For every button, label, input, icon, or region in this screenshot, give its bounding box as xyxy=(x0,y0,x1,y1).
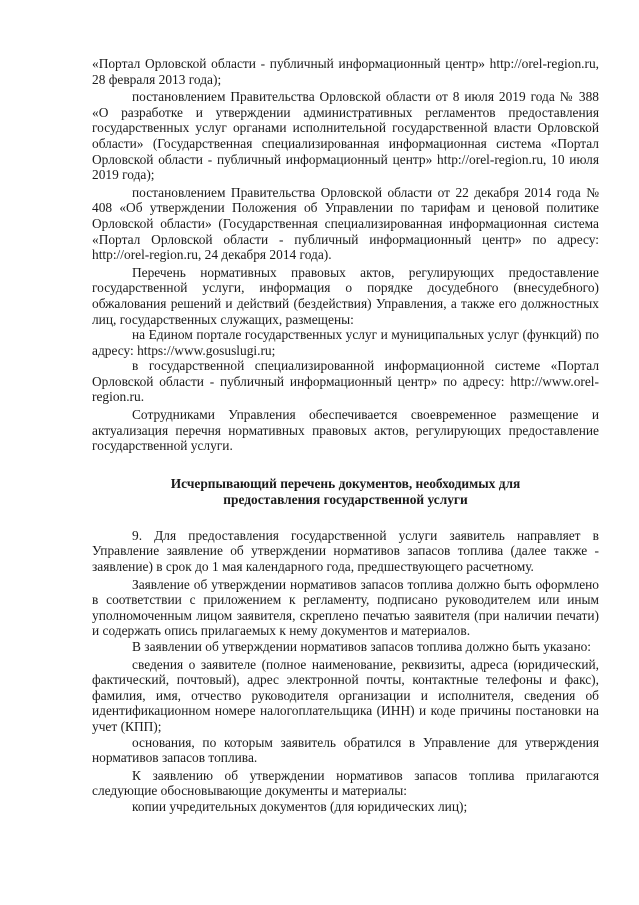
paragraph: сведения о заявителе (полное наименование, реквизиты, адреса (юридический, фактический, почтовый), адрес электронной почты, контактные телефоны и факс), фамилия, имя, отчество руководителя организации и исполнителя, сведения об идентификационном номере налогоплательщика (ИНН) и коде причины постановки на учет (КПП); xyxy=(92,656,599,734)
paragraph: К заявлению об утверждении нормативов запасов топлива прилагаются следующие обосновывающие документы и материалы: xyxy=(92,767,599,799)
paragraph: постановлением Правительства Орловской области от 22 декабря 2014 года № 408 «Об утверждении Положения об Управлении по тарифам и ценовой политике Орловской области» (Государственная специализированная информационная система «Портал Орловской области - публичный информационный центр» по адресу: http://orel-region.ru, 24 декабря 2014 года). xyxy=(92,184,599,263)
section-heading-line: предоставления государственной услуги xyxy=(223,491,468,507)
paragraph: на Едином портале государственных услуг и муниципальных услуг (функций) по адресу: https://www.gosuslugi.ru; xyxy=(92,327,599,358)
paragraph: основания, по которым заявитель обратился в Управление для утверждения нормативов запасов топлива. xyxy=(92,734,599,766)
paragraph: постановлением Правительства Орловской области от 8 июля 2019 года № 388 «О разработке и утверждении административных регламентов предоставления государственных услуг органами исполнительной государственной власти Орловской области» (Государственная специализированная информационная система «Портал Орловской области - публичный информационный центр» http://orel-region.ru, 10 июля 2019 года); xyxy=(92,89,599,183)
paragraph: Сотрудниками Управления обеспечивается своевременное размещение и актуализация перечня нормативных правовых актов, регулирующих предоставление государственной услуги. xyxy=(92,407,599,454)
paragraph: «Портал Орловской области - публичный информационный центр» http://orel-region.ru, 28 февраля 2013 года); xyxy=(92,56,599,87)
section-heading xyxy=(92,476,599,508)
paragraph: В заявлении об утверждении нормативов запасов топлива должно быть указано: xyxy=(132,639,592,654)
section-heading-line: Исчерпывающий перечень документов, необходимых для xyxy=(170,475,521,491)
paragraph: в государственной специализированной информационной системе «Портал Орловской области - публичный информационный центр» по адресу: http://www.orel-region.ru. xyxy=(92,358,599,405)
paragraph: Перечень нормативных правовых актов, регулирующих предоставление государственной услуги, информация о порядке досудебного (внесудебного) обжалования решений и действий (бездействия) Управления, а также его должностных лиц, государственных служащих, размещены: xyxy=(92,264,599,327)
paragraph: копии учредительных документов (для юридических лиц); xyxy=(132,798,468,814)
paragraph: 9. Для предоставления государственной услуги заявитель направляет в Управление заявление об утверждении нормативов запасов топлива (далее также - заявление) в срок до 1 мая календарного года, предшествующего расчетному. xyxy=(92,527,599,575)
paragraph: Заявление об утверждении нормативов запасов топлива должно быть оформлено в соответствии с приложением к регламенту, подписано руководителем или иным уполномоченным лицом заявителя, скреплено печатью заявителя (при наличии печати) и содержать опись прилагаемых к нему документов и материалов. xyxy=(92,576,599,639)
